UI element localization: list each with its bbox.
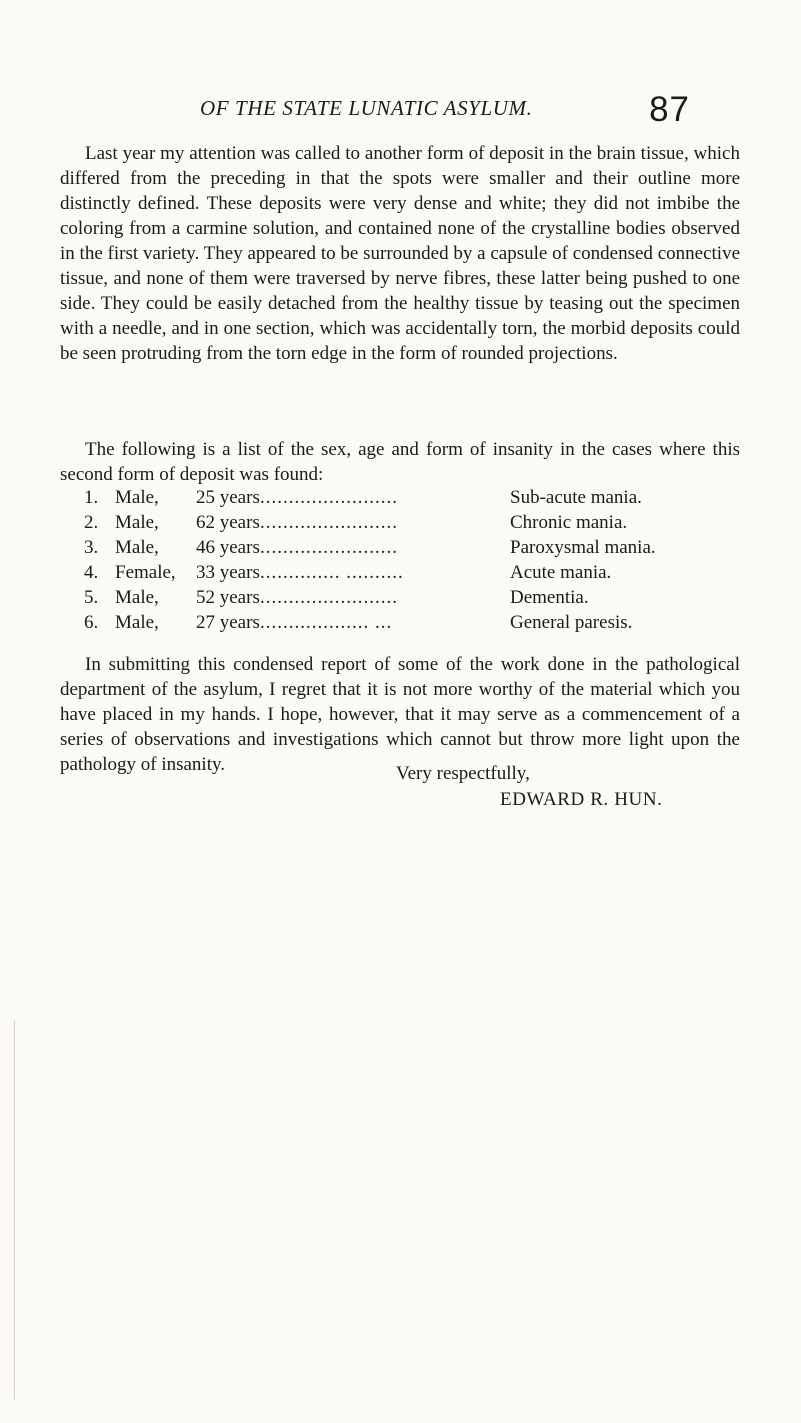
- case-age: 33 years: [196, 562, 260, 583]
- case-sex: Male,: [115, 587, 159, 608]
- case-age: 27 years: [196, 612, 260, 633]
- paragraph-deposits-description: [60, 141, 740, 366]
- running-title: OF THE STATE LUNATIC ASYLUM.: [200, 96, 533, 120]
- case-sex: Female,: [115, 562, 176, 583]
- case-number: 5.: [84, 587, 99, 608]
- case-leader-dots: ........................: [260, 537, 398, 558]
- case-number: 4.: [84, 562, 99, 583]
- case-sex: Male,: [115, 512, 159, 533]
- case-leader-dots: .............. ..........: [260, 562, 404, 583]
- signature-text: EDWARD R. HUN.: [500, 789, 663, 810]
- running-head: [200, 90, 690, 134]
- paragraph-list-intro: [60, 437, 740, 487]
- case-sex: Male,: [115, 612, 159, 633]
- case-number: 1.: [84, 487, 99, 508]
- paragraph-text: Last year my attention was called to another form of deposit in the brain tissue, which differed from the preceding in that the spots were smaller and their outline more distinctly defined. These deposits were very dense and white; they did not imbibe the coloring from a carmine solution, and contained none of the crystalline bodies observed in the first variety. They appeared to be surrounded by a capsule of condensed connective tissue, and none of them were traversed by nerve fibres, these latter being pushed to one side. They could be easily detached from the healthy tissue by teasing out the specimen with a needle, and in one section, which was accidentally torn, the morbid deposits could be seen protruding from the torn edge in the form of rounded projections.: [60, 143, 740, 364]
- case-age: 62 years: [196, 512, 260, 533]
- case-row: [84, 610, 734, 635]
- case-insanity-form: Paroxysmal mania.: [510, 537, 656, 558]
- case-row: [84, 510, 734, 535]
- closing-text: Very respectfully,: [396, 763, 530, 784]
- signature: [0, 787, 801, 812]
- case-number: 2.: [84, 512, 99, 533]
- case-leader-dots: ........................: [260, 587, 398, 608]
- page-edge-line: [14, 1020, 15, 1400]
- case-insanity-form: Acute mania.: [510, 562, 612, 583]
- case-insanity-form: Dementia.: [510, 587, 589, 608]
- closing-phrase: [0, 761, 801, 786]
- case-insanity-form: Chronic mania.: [510, 512, 628, 533]
- case-list: [84, 485, 734, 635]
- case-leader-dots: ................... ...: [260, 612, 393, 633]
- paragraph-text: In submitting this condensed report of some of the work done in the pathological department of the asylum, I regret that it is not more worthy of the material which you have placed in my hands. I hope, however, that it may serve as a commencement of a series of observations and investigations which cannot but throw more light upon the pathology of insanity.: [60, 654, 740, 775]
- case-number: 6.: [84, 612, 99, 633]
- case-sex: Male,: [115, 537, 159, 558]
- case-sex: Male,: [115, 487, 159, 508]
- case-row: [84, 535, 734, 560]
- paragraph-conclusion: [60, 652, 740, 777]
- case-row: [84, 485, 734, 510]
- case-insanity-form: General paresis.: [510, 612, 633, 633]
- case-row: [84, 585, 734, 610]
- case-row: [84, 560, 734, 585]
- case-age: 46 years: [196, 537, 260, 558]
- paragraph-text: The following is a list of the sex, age and form of insanity in the cases where this second form of deposit was found:: [60, 439, 740, 485]
- case-number: 3.: [84, 537, 99, 558]
- page-number: 87: [649, 90, 690, 129]
- case-leader-dots: ........................: [260, 487, 398, 508]
- case-age: 52 years: [196, 587, 260, 608]
- case-age: 25 years: [196, 487, 260, 508]
- case-insanity-form: Sub-acute mania.: [510, 487, 642, 508]
- case-leader-dots: ........................: [260, 512, 398, 533]
